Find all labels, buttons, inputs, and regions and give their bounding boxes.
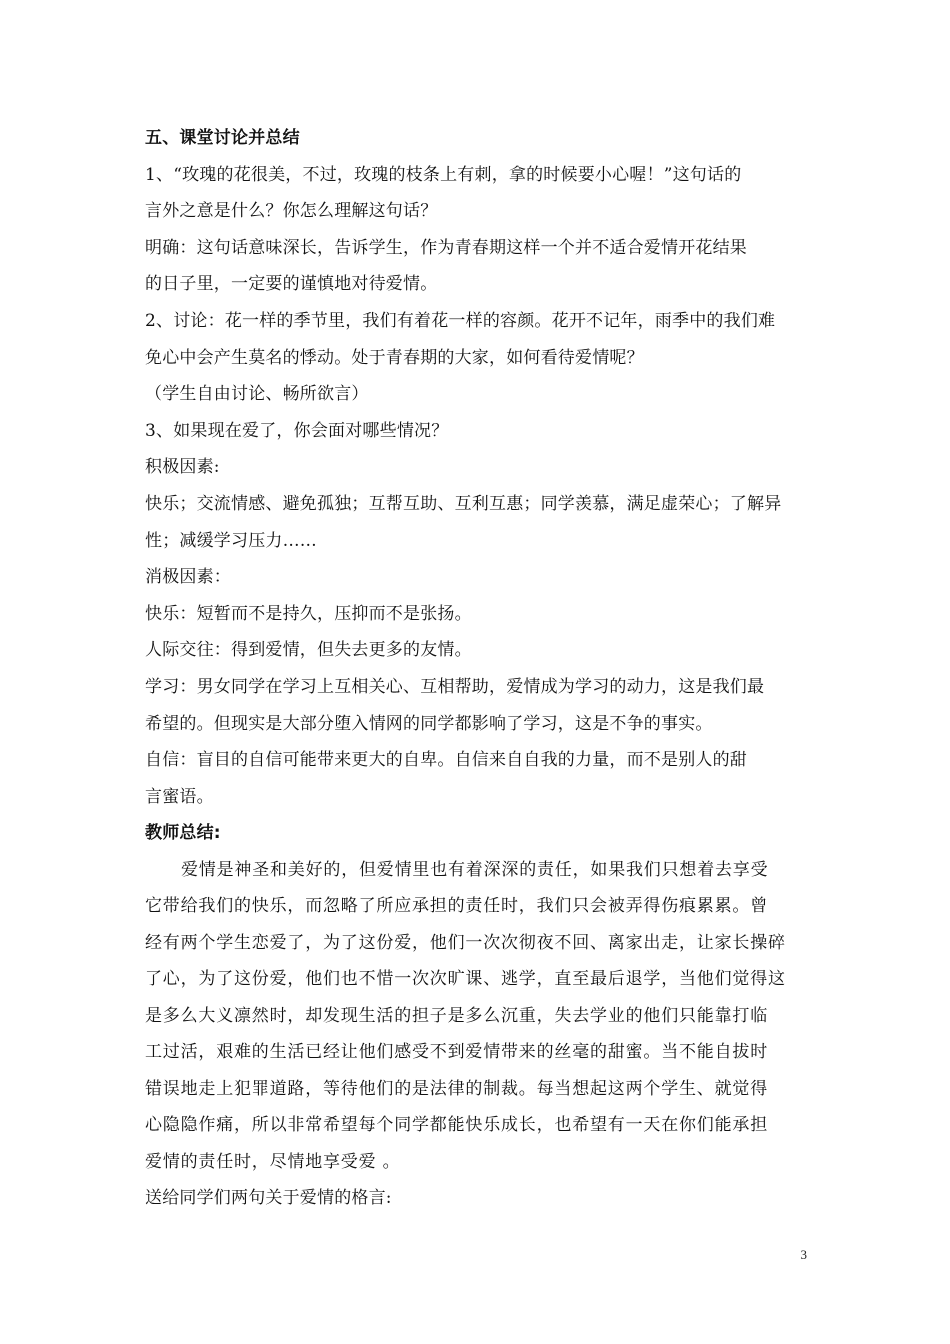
section-title: 五、课堂讨论并总结	[145, 128, 300, 148]
paragraph-line: 快乐；交流情感、避免孤独；互帮互助、互利互惠；同学羡慕，满足虚荣心；了解异	[145, 493, 782, 514]
paragraph-line: 3、如果现在爱了，你会面对哪些情况？	[145, 420, 449, 441]
paragraph-line: 言外之意是什么？你怎么理解这句话？	[145, 201, 438, 222]
paragraph-line: 人际交往：得到爱情，但失去更多的友情。	[145, 640, 472, 661]
page-content	[145, 120, 815, 1217]
paragraph-line: 积极因素:	[145, 457, 220, 478]
paragraph-line: 的日子里，一定要的谨慎地对待爱情。	[145, 274, 438, 295]
paragraph-line: 自信：盲目的自信可能带来更大的自卑。自信来自自我的力量，而不是别人的甜	[145, 750, 747, 771]
summary-line: 错误地走上犯罪道路，等待他们的是法律的制裁。每当想起这两个学生、就觉得	[145, 1078, 768, 1099]
summary-line: 它带给我们的快乐，而忽略了所应承担的责任时，我们只会被弄得伤痕累累。曾	[145, 896, 768, 917]
summary-line: 了心，为了这份爱，他们也不惜一次次旷课、逃学，直至最后退学，当他们觉得这	[145, 969, 786, 990]
teacher-summary-title: 教师总结:	[145, 823, 221, 844]
paragraph-line: 2、讨论：花一样的季节里，我们有着花一样的容颜。花开不记年，雨季中的我们难	[145, 310, 776, 331]
paragraph-line: 消极因素：	[145, 567, 231, 588]
summary-line: 经有两个学生恋爱了，为了这份爱，他们一次次彻夜不回、离家出走，让家长操碎	[145, 932, 786, 953]
summary-line: 爱情是神圣和美好的，但爱情里也有着深深的责任，如果我们只想着去享受	[181, 859, 769, 880]
summary-line: 心隐隐作痛，所以非常希望每个同学都能快乐成长，也希望有一天在你们能承担	[145, 1115, 768, 1136]
summary-line: 爱情的责任时，尽情地享受爱 。	[145, 1151, 401, 1172]
closing-line: 送给同学们两句关于爱情的格言:	[145, 1188, 392, 1209]
paragraph-line: 希望的。但现实是大部分堕入情网的同学都影响了学习，这是不争的事实。	[145, 713, 713, 734]
paragraph-line: 学习：男女同学在学习上互相关心、互相帮助，爱情成为学习的动力，这是我们最	[145, 676, 765, 697]
paragraph-line: 明确：这句话意味深长，告诉学生，作为青春期这样一个并不适合爱情开花结果	[145, 237, 747, 258]
summary-line: 是多么大义凛然时，却发现生活的担子是多么沉重，失去学业的他们只能靠打临	[145, 1005, 768, 1026]
summary-line: 工过活，艰难的生活已经让他们感受不到爱情带来的丝毫的甜蜜。当不能自拔时	[145, 1042, 768, 1063]
paragraph-line: 免心中会产生莫名的悸动。处于青春期的大家，如何看待爱情呢？	[145, 347, 644, 368]
paragraph-line: （学生自由讨论、畅所欲言）	[145, 384, 369, 405]
paragraph-line: 1、“玫瑰的花很美，不过，玫瑰的枝条上有刺，拿的时候要小心喔！”这句话的	[145, 164, 742, 185]
paragraph-line: 性；减缓学习压力……	[145, 530, 317, 551]
paragraph-line: 快乐：短暂而不是持久，压抑而不是张扬。	[145, 603, 472, 624]
paragraph-line: 言蜜语。	[145, 786, 214, 807]
page-number: 3	[800, 1247, 807, 1262]
